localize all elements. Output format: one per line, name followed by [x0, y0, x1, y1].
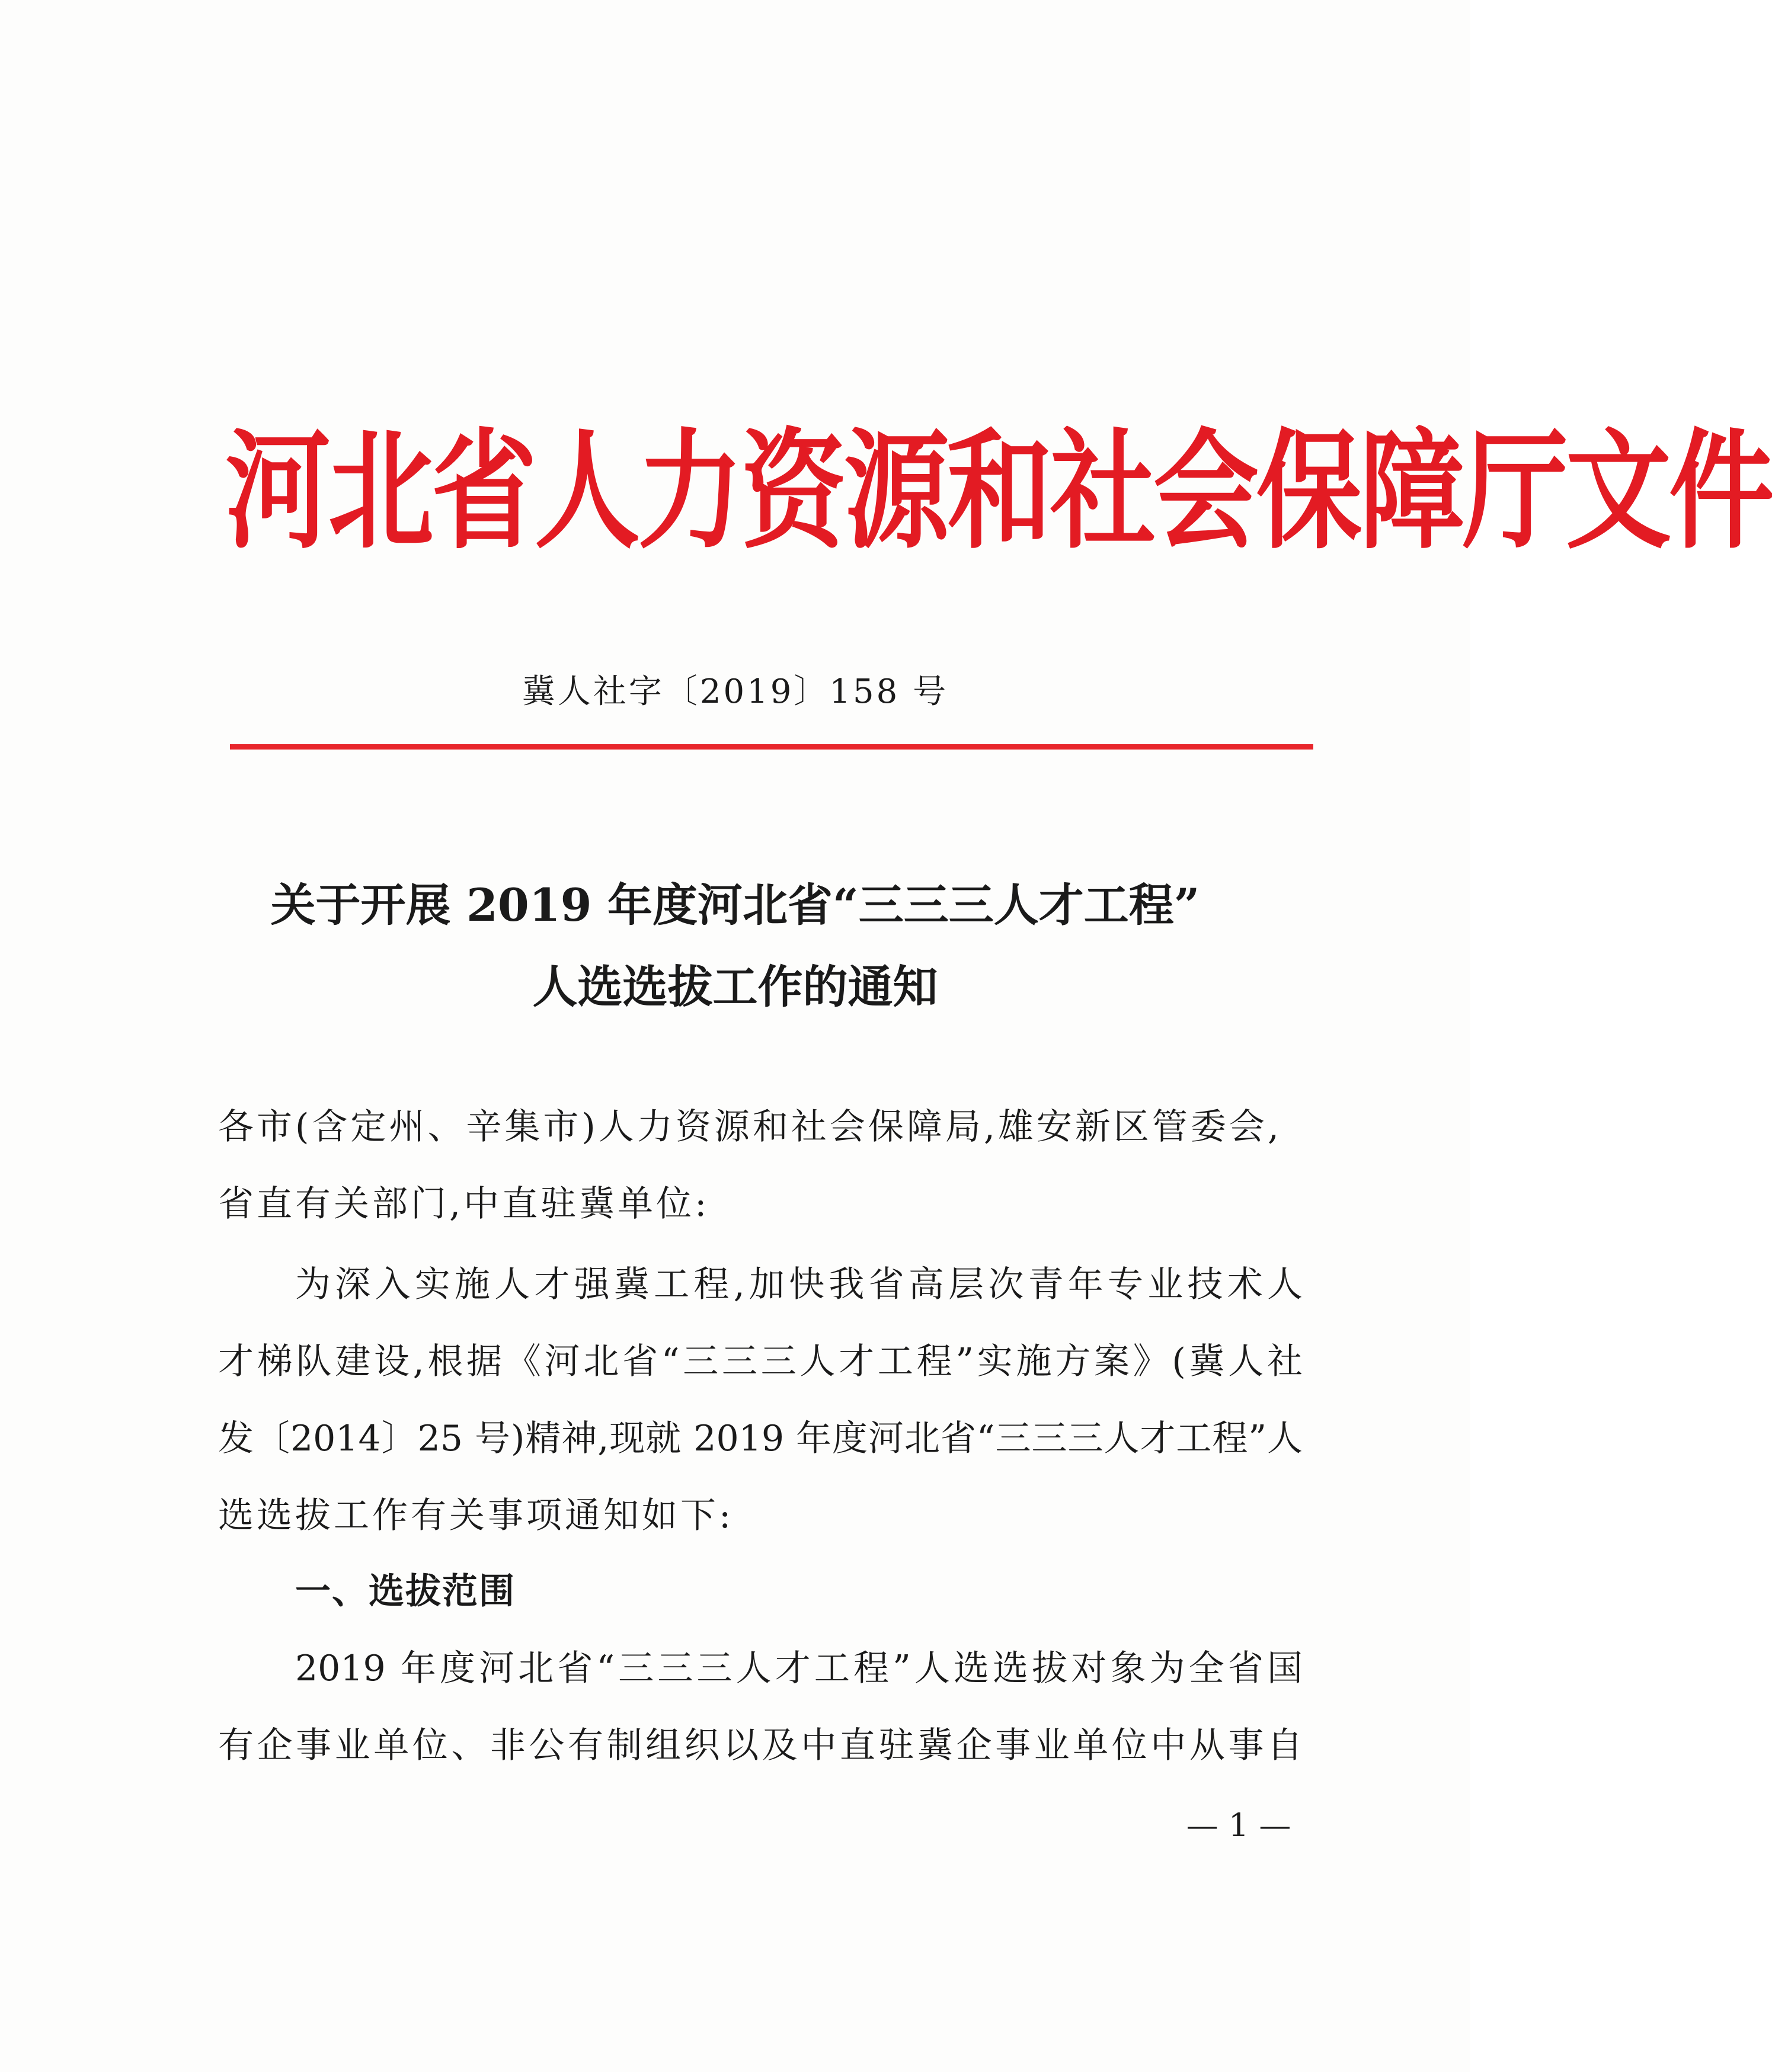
paragraph-1-line-3: 发〔2014〕25 号)精神,现就 2019 年度河北省“三三三人才工程”人: [218, 1418, 1303, 1459]
addressee-line-1: 各市(含定州、辛集市)人力资源和社会保障局,雄安新区管委会,: [218, 1106, 1282, 1148]
paragraph-1-line-1: 为深入实施人才强冀工程,加快我省高层次青年专业技术人: [295, 1264, 1303, 1305]
red-divider-rule: [230, 744, 1313, 750]
notice-title-line-2: 人选选拔工作的通知: [532, 960, 938, 1013]
page-number: — 1 —: [1186, 1807, 1291, 1844]
paragraph-1-line-2: 才梯队建设,根据《河北省“三三三人才工程”实施方案》(冀人社: [218, 1341, 1303, 1382]
paragraph-2-line-1: 2019 年度河北省“三三三人才工程”人选选拔对象为全省国: [295, 1648, 1303, 1689]
document-number: 冀人社字〔2019〕158 号: [522, 672, 949, 711]
paragraph-1-line-4: 选选拔工作有关事项通知如下:: [218, 1495, 734, 1536]
addressee-line-2: 省直有关部门,中直驻冀单位:: [218, 1183, 710, 1225]
paragraph-2-line-2: 有企事业单位、非公有制组织以及中直驻冀企事业单位中从事自: [218, 1725, 1303, 1766]
notice-title-line-1: 关于开展 2019 年度河北省“三三三人才工程”: [270, 879, 1200, 931]
masthead-title: 河北省人力资源和社会保障厅文件: [225, 417, 1772, 566]
section-1-heading: 一、选拔范围: [295, 1571, 516, 1612]
